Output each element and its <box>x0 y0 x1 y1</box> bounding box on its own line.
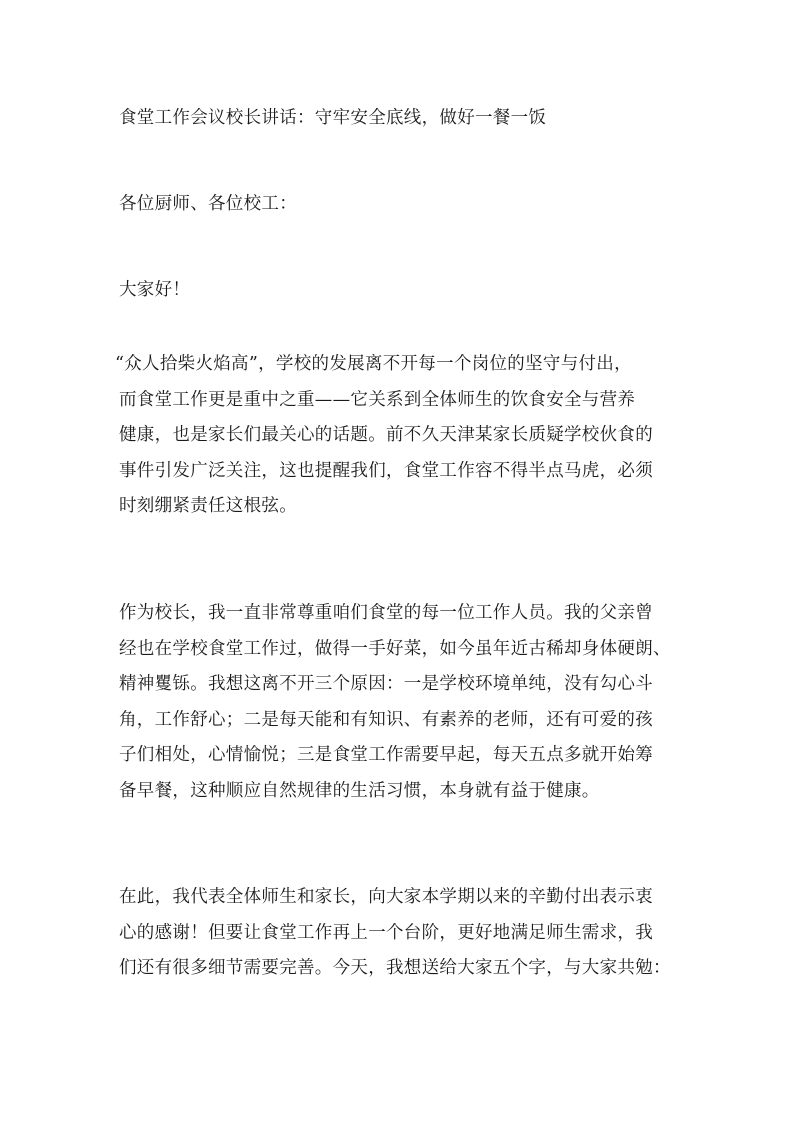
paragraph-line: 在此，我代表全体师生和家长，向大家本学期以来的辛勤付出表示衷 <box>119 887 653 907</box>
paragraph-line: 角，工作舒心；二是每天能和有知识、有素养的老师，还有可爱的孩 <box>119 709 653 730</box>
greeting: 大家好！ <box>119 280 191 300</box>
paragraph-3 <box>119 885 675 992</box>
paragraph-1 <box>115 352 671 530</box>
paragraph-line: 子们相处，心情愉悦；三是食堂工作需要早起，每天五点多就开始筹 <box>119 745 653 765</box>
document-title: 食堂工作会议校长讲话：守牢安全底线，做好一餐一饭 <box>119 108 547 128</box>
paragraph-line: 作为校长，我一直非常尊重咱们食堂的每一位工作人员。我的父亲曾 <box>119 603 653 623</box>
paragraph-line: 而食堂工作更是重中之重——它关系到全体师生的饮食安全与营养 <box>119 389 636 410</box>
paragraph-line: 备早餐，这种顺应自然规律的生活习惯，本身就有益于健康。 <box>119 780 600 801</box>
paragraph-line: “众人拾柴火焰高”，学校的发展离不开每一个岗位的坚守与付出， <box>115 354 632 374</box>
salutation: 各位厨师、各位校工： <box>119 194 297 214</box>
paragraph-line: 时刻绷紧责任这根弦。 <box>119 496 297 516</box>
paragraph-line: 精神矍铄。我想这离不开三个原因：一是学校环境单纯，没有勾心斗 <box>119 674 653 694</box>
paragraph-line: 心的感谢！但要让食堂工作再上一个台阶，更好地满足师生需求，我 <box>119 922 653 943</box>
paragraph-line: 们还有很多细节需要完善。今天，我想送给大家五个字，与大家共勉： <box>119 958 671 978</box>
paragraph-line: 事件引发广泛关注，这也提醒我们，食堂工作容不得半点马虎，必须 <box>119 460 653 481</box>
paragraph-line: 经也在学校食堂工作过，做得一手好菜，如今虽年近古稀却身体硬朗、 <box>119 638 671 659</box>
paragraph-line: 健康，也是家长们最关心的话题。前不久天津某家长质疑学校伙食的 <box>119 425 653 445</box>
paragraph-2 <box>119 601 675 814</box>
